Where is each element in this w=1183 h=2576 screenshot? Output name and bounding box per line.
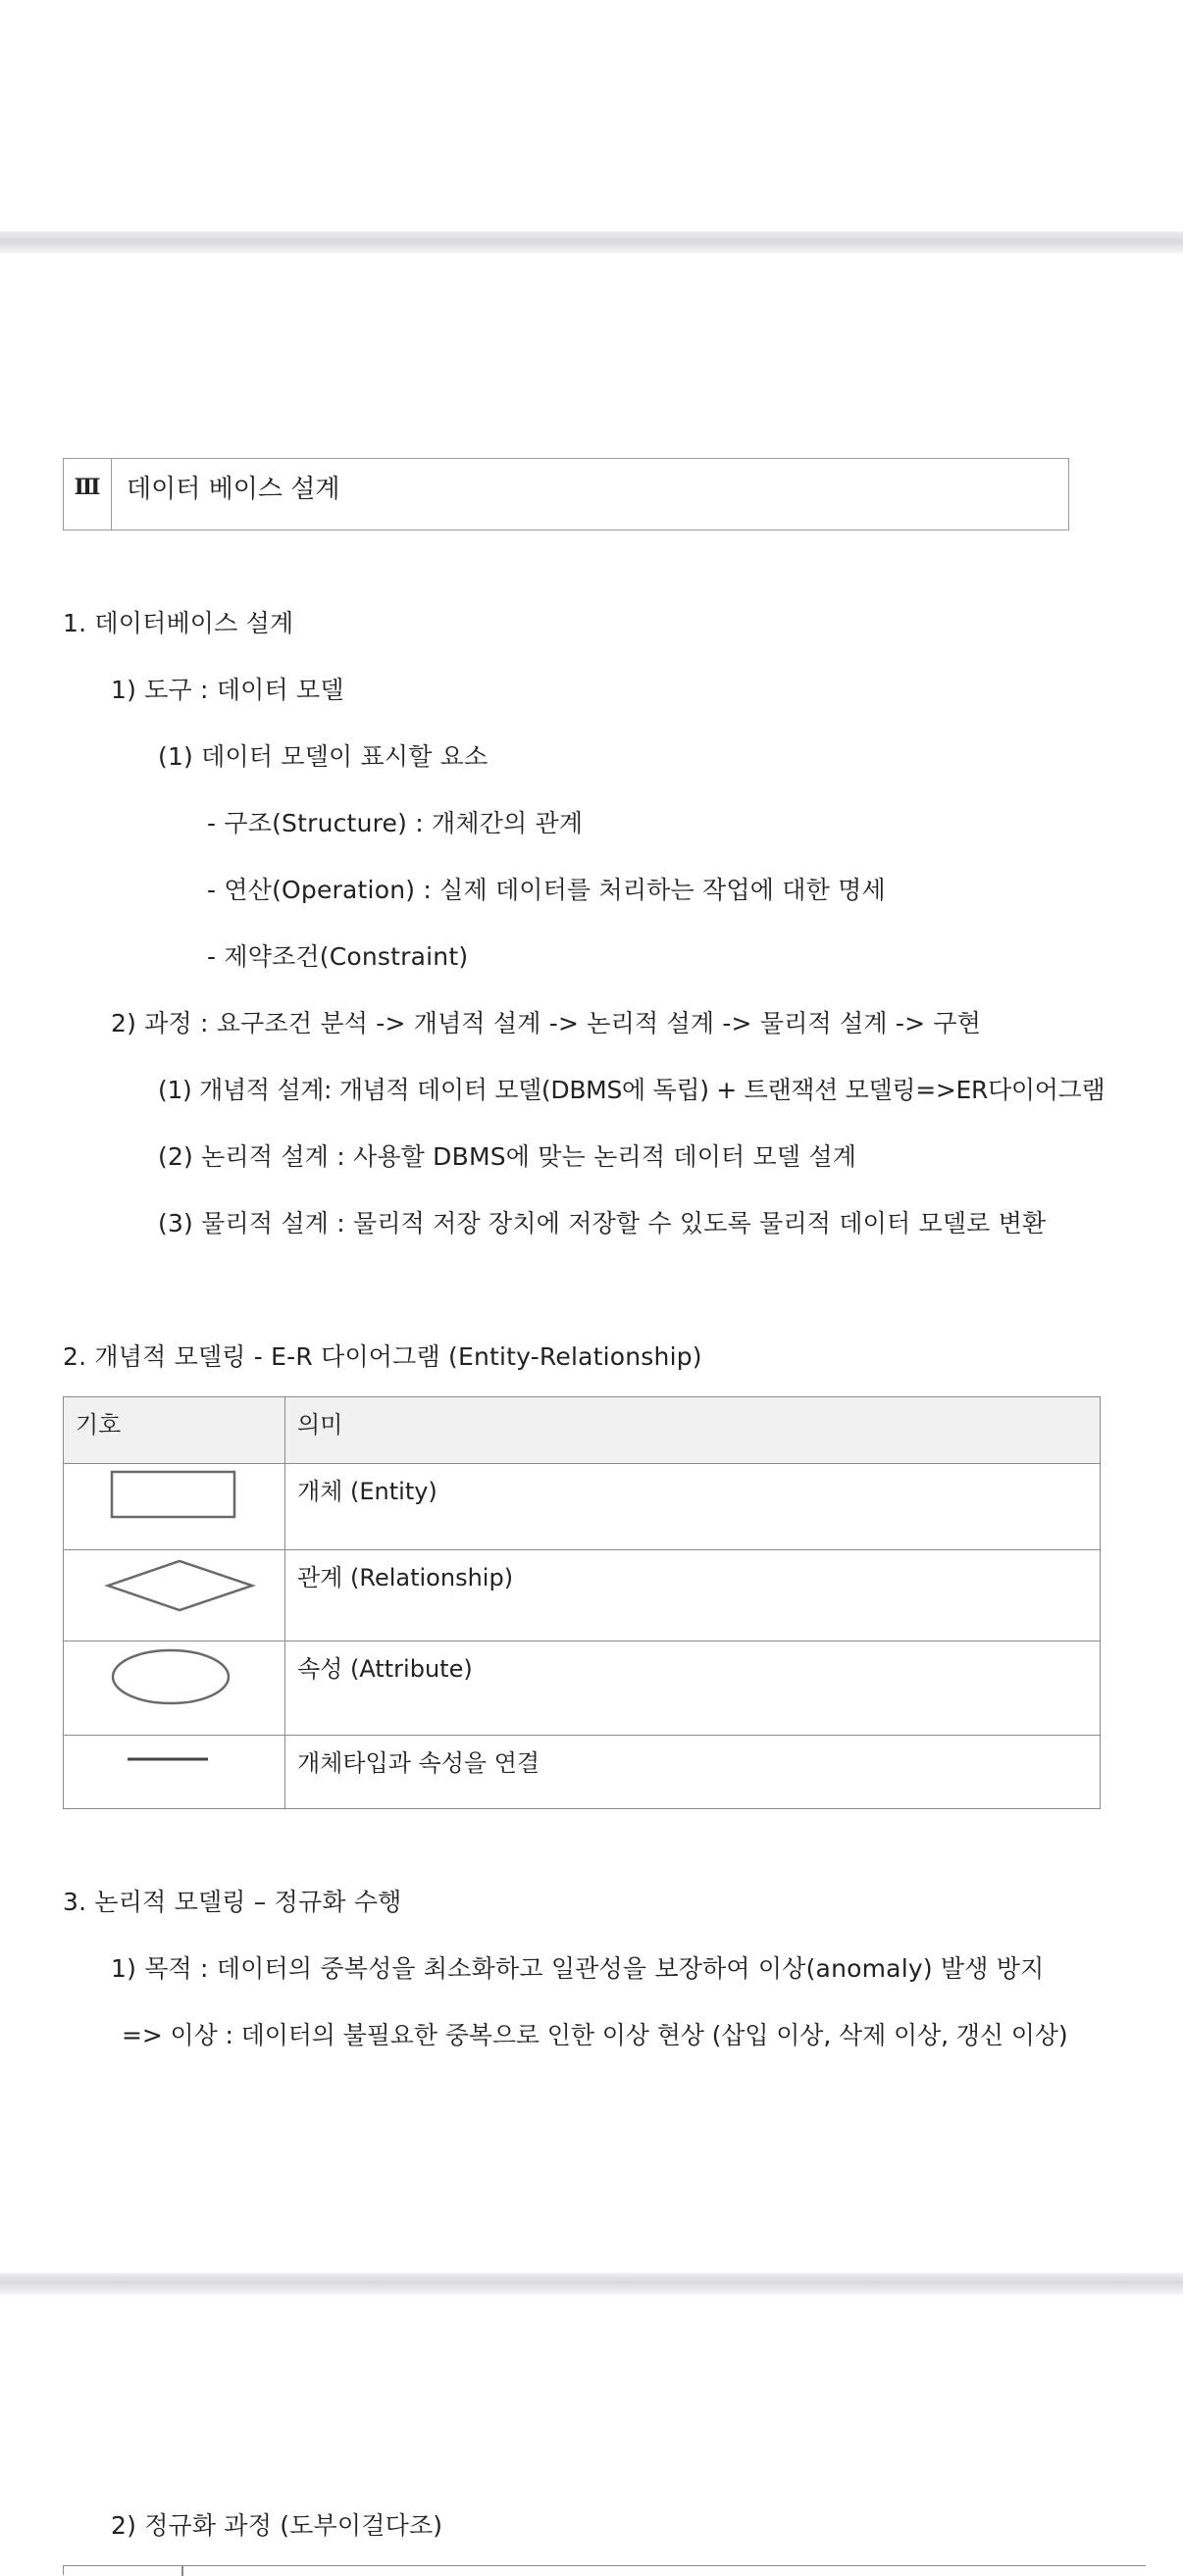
item-3-2: 2) 정규화 과정 (도부이걸다조): [111, 2511, 443, 2540]
er-symbol-table: [63, 1396, 1101, 1809]
page-break-bottom: [0, 2273, 1183, 2295]
page-break-top: [0, 231, 1183, 253]
meaning-cell: 속성 (Attribute): [285, 1642, 1101, 1736]
symbol-cell: [64, 1550, 285, 1642]
meaning-cell: 개체타입과 속성을 연결: [285, 1736, 1101, 1809]
table-row: [64, 1642, 1101, 1736]
section-title: 데이터 베이스 설계: [127, 475, 340, 504]
item-3-1-note: => 이상 : 데이터의 불필요한 중복으로 인한 이상 현상 (삽입 이상, 삭제 이상, 갱신 이상): [122, 2021, 1068, 2049]
item-operation: - 연산(Operation) : 실제 데이터를 처리하는 작업에 대한 명세: [207, 876, 886, 904]
heading-3: 3. 논리적 모델링 – 정규화 수행: [63, 1888, 402, 1916]
heading-2: 2. 개념적 모델링 - E-R 다이어그램 (Entity-Relationship): [63, 1342, 702, 1371]
table-row: [64, 1464, 1101, 1550]
meaning-cell: 개체 (Entity): [285, 1464, 1101, 1550]
symbol-cell: [64, 1736, 285, 1809]
table-row: [64, 1550, 1101, 1642]
item-structure: - 구조(Structure) : 개체간의 관계: [207, 809, 584, 837]
diamond-icon: [64, 1550, 285, 1642]
section-header-box: [63, 458, 1069, 530]
item-1-1-1: (1) 데이터 모델이 표시할 요소: [158, 742, 489, 771]
heading-1: 1. 데이터베이스 설계: [63, 609, 294, 637]
header-symbol: 기호: [64, 1397, 285, 1464]
line-icon: [64, 1736, 285, 1809]
table-row: [64, 1736, 1101, 1809]
section-number: Ⅲ: [64, 459, 112, 530]
item-1-2-2: (2) 논리적 설계 : 사용할 DBMS에 맞는 논리적 데이터 모델 설계: [158, 1142, 857, 1171]
ellipse-icon: [64, 1642, 285, 1736]
table-column-divider: [181, 2566, 183, 2576]
meaning-cell: 관계 (Relationship): [285, 1550, 1101, 1642]
header-meaning: 의미: [285, 1397, 1101, 1464]
next-table-top-edge: [63, 2565, 1146, 2575]
item-1-1: 1) 도구 : 데이터 모델: [111, 676, 344, 704]
item-1-2: 2) 과정 : 요구조건 분석 -> 개념적 설계 -> 논리적 설계 -> 물리적 설계 -> 구현: [111, 1009, 982, 1037]
item-1-2-1: (1) 개념적 설계: 개념적 데이터 모델(DBMS에 독립) + 트랜잭션 모델링=>ER다이어그램: [158, 1076, 1106, 1104]
symbol-cell: [64, 1642, 285, 1736]
item-3-1: 1) 목적 : 데이터의 중복성을 최소화하고 일관성을 보장하여 이상(anomaly) 발생 방지: [111, 1954, 1045, 1983]
item-1-2-3: (3) 물리적 설계 : 물리적 저장 장치에 저장할 수 있도록 물리적 데이터 모델로 변환: [158, 1209, 1047, 1237]
table-header-row: [64, 1397, 1101, 1464]
item-constraint: - 제약조건(Constraint): [207, 942, 469, 971]
rectangle-icon: [64, 1464, 285, 1550]
symbol-cell: [64, 1464, 285, 1550]
